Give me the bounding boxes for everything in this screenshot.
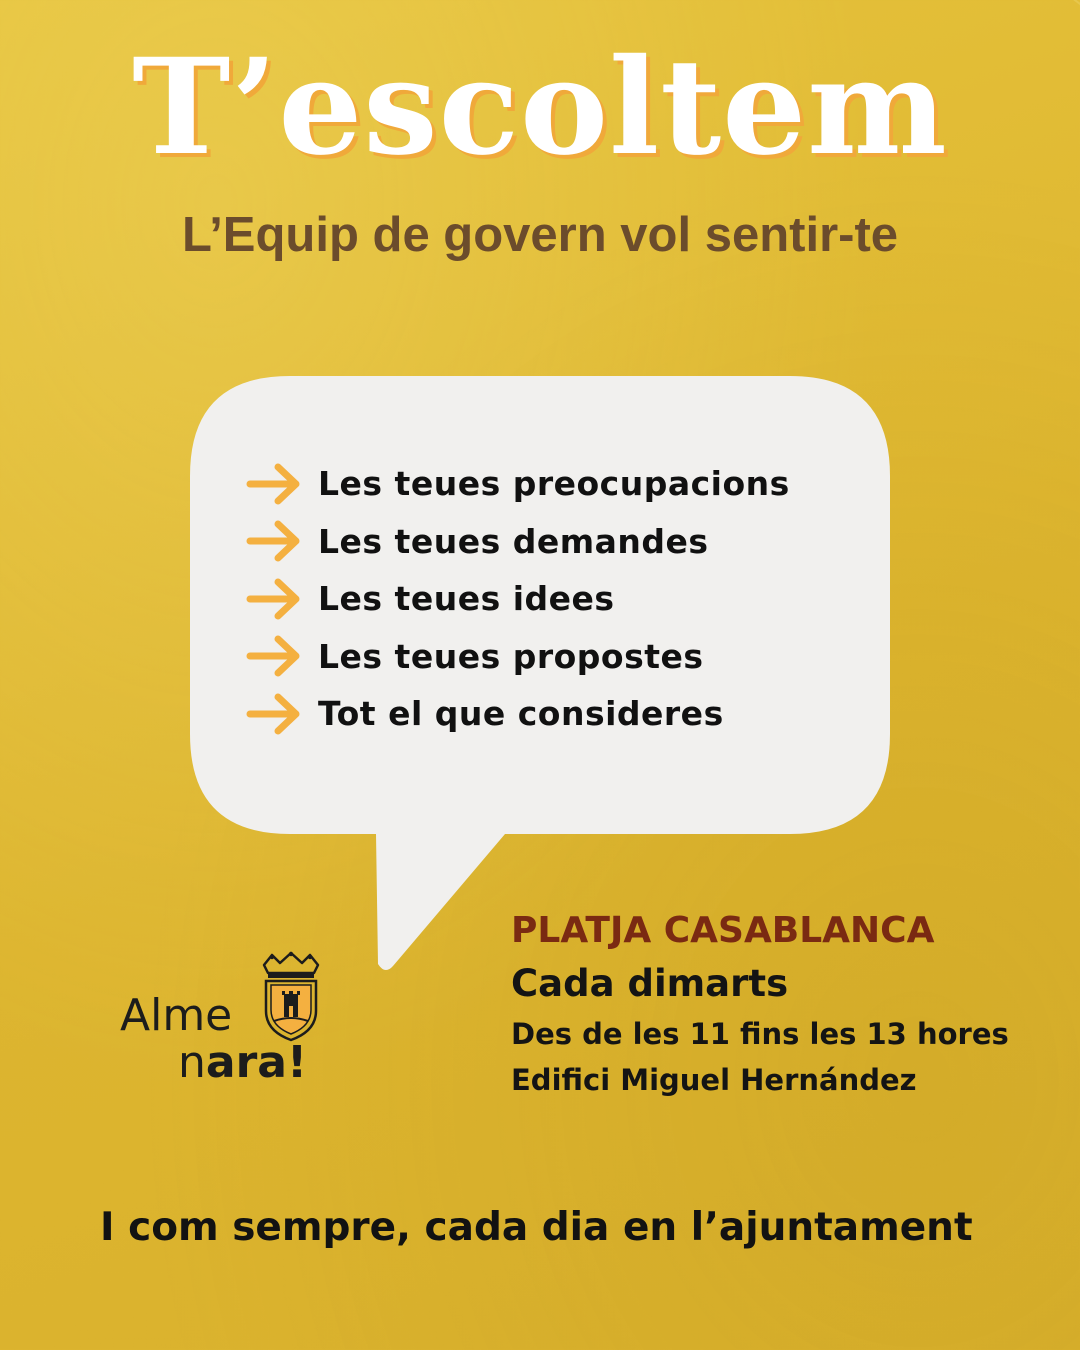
municipal-crest-icon [258,951,324,1043]
list-item [246,685,790,743]
list-item [246,628,790,686]
event-day: Cada dimarts [511,962,789,1005]
logo-text-light: n [178,1037,206,1088]
logo-text-line2 [178,1037,307,1088]
list-item-label: Les teues propostes [318,636,704,676]
page-title: T’escoltem [132,30,948,185]
arrow-right-icon [246,691,304,737]
event-hours: Des de les 11 fins les 13 hores [511,1017,1009,1051]
logo-text-line1: Alme [120,990,233,1041]
logo-text-bold: ara! [205,1037,308,1088]
list-item [246,513,790,571]
list-item-label: Tot el que consideres [318,694,724,734]
event-building: Edifici Miguel Hernández [511,1063,917,1097]
list-item [246,455,790,513]
list-item-label: Les teues idees [318,579,615,619]
arrow-right-icon [246,518,304,564]
list-item [246,570,790,628]
event-info [511,905,1009,1103]
footer-note: I com sempre, cada dia en l’ajuntament [100,1205,973,1250]
topics-list [246,455,790,743]
arrow-right-icon [246,461,304,507]
list-item-label: Les teues demandes [318,521,709,561]
list-item-label: Les teues preocupacions [318,464,790,504]
almenara-logo [120,945,340,1095]
arrow-right-icon [246,633,304,679]
event-location: PLATJA CASABLANCA [511,910,935,951]
page-subtitle: L’Equip de govern vol sentir-te [181,208,899,262]
arrow-right-icon [246,576,304,622]
